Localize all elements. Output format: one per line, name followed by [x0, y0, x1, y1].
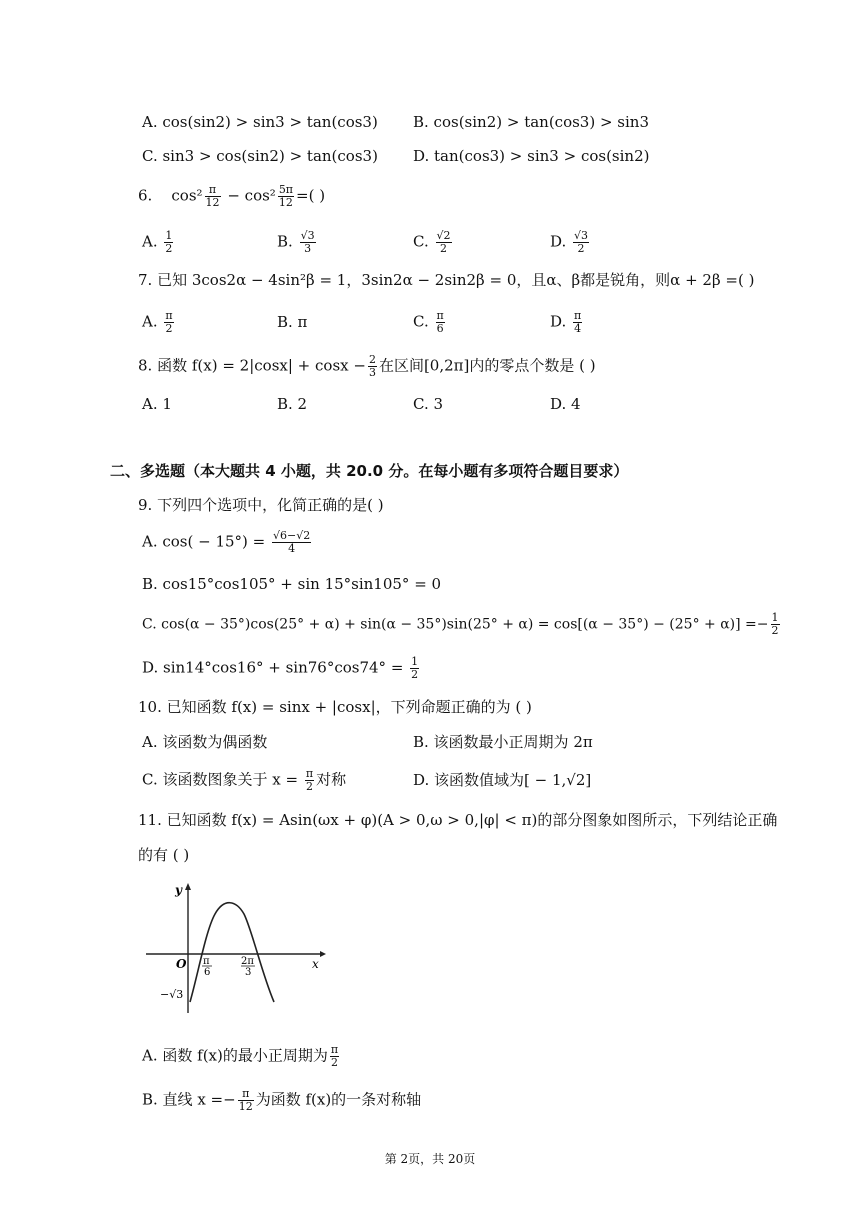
tick-pi-6-den: 6 — [204, 967, 211, 978]
q9-option-c: C. cos(α − 35°)cos(25° + α) + sin(α − 35°)sin(25° + α) = cos[(α − 35°) − (25° + α)] =− $\frac{1}{2}$ — [142, 611, 779, 637]
q7-option-d: D. $\frac{\pi}{4}$ — [550, 309, 582, 335]
q7-option-b: B. π — [277, 313, 308, 331]
section-title-multiple-choice: 二、多选题（本大题共 4 小题，共 20.0 分。在每小题有多项符合题目要求） — [110, 462, 629, 480]
q7-option-a: A. $\frac{\pi}{2}$ — [142, 309, 173, 335]
q8-option-b: B. 2 — [277, 395, 308, 413]
y-axis-arrow — [185, 883, 191, 890]
q6-stem: 6. cos² $\frac{\pi}{12}$ − cos² $\frac{5\pi}{12}$ =( ) — [138, 183, 326, 209]
q11-stem-line2: 的有 ( ) — [138, 846, 190, 864]
q9-option-a: A. cos( − 15°) = $\frac{√6-√2}{4}$ — [142, 529, 311, 555]
y-axis-label: y — [175, 883, 182, 897]
q8-stem: 8. 函数 f(x) = 2|cosx| + cosx − $\frac{2}{3}$ 在区间[0,2π]内的零点个数是 ( ) — [138, 353, 596, 379]
q10-option-c: C. 该函数图象关于 x = $\frac{\pi}{2}$ 对称 — [142, 767, 347, 793]
tick-2pi-3-num: 2π — [241, 956, 254, 967]
q5-option-d: D. tan(cos3) > sin3 > cos(sin2) — [413, 147, 650, 165]
q10-option-b: B. 该函数最小正周期为 2π — [413, 733, 593, 751]
q7-stem: 7. 已知 3cos2α − 4sin²β = 1，3sin2α − 2sin2β = 0，且α、β都是锐角，则α + 2β =( ) — [138, 271, 755, 289]
q6-option-c: C. $\frac{√2}{2}$ — [413, 229, 451, 255]
q9-option-d: D. sin14°cos16° + sin76°cos74° = $\frac{1}{2}$ — [142, 655, 419, 681]
q8-option-d: D. 4 — [550, 395, 581, 413]
origin-label: O — [176, 957, 187, 971]
q10-stem: 10. 已知函数 f(x) = sinx + |cosx|，下列命题正确的为 ( ) — [138, 698, 532, 716]
x-axis-arrow — [320, 951, 326, 957]
x-axis-label: x — [312, 957, 319, 971]
q6-option-d: D. $\frac{√3}{2}$ — [550, 229, 589, 255]
q11-option-b: B. 直线 x =− $\frac{\pi}{12}$ 为函数 f(x)的一条对称轴 — [142, 1087, 422, 1113]
q9-stem: 9. 下列四个选项中，化简正确的是( ) — [138, 496, 384, 514]
q6-option-a: A. $\frac{1}{2}$ — [142, 229, 173, 255]
q7-option-c: C. $\frac{\pi}{6}$ — [413, 309, 444, 335]
q5-option-b: B. cos(sin2) > tan(cos3) > sin3 — [413, 113, 650, 131]
q9-option-b: B. cos15°cos105° + sin 15°sin105° = 0 — [142, 575, 442, 593]
page-footer: 第 2页，共 20页 — [384, 1152, 476, 1166]
q5-option-a: A. cos(sin2) > sin3 > tan(cos3) — [142, 113, 378, 131]
q8-option-c: C. 3 — [413, 395, 444, 413]
q10-option-a: A. 该函数为偶函数 — [142, 733, 268, 751]
y-tick-neg-sqrt3: −√3 — [160, 988, 184, 1001]
q5-option-c: C. sin3 > cos(sin2) > tan(cos3) — [142, 147, 378, 165]
sine-curve — [190, 903, 274, 1002]
q11-stem-line1: 11. 已知函数 f(x) = Asin(ωx + φ)(A > 0,ω > 0,|φ| < π)的部分图象如图所示，下列结论正确 — [138, 811, 778, 829]
sine-graph-figure — [140, 878, 340, 1018]
q8-option-a: A. 1 — [142, 395, 172, 413]
q10-option-d: D. 该函数值域为[ − 1,√2] — [413, 771, 592, 789]
q6-option-b: B. $\frac{√3}{3}$ — [277, 229, 315, 255]
tick-pi-6-num: π — [203, 956, 210, 967]
q11-option-a: A. 函数 f(x)的最小正周期为 $\frac{\pi}{2}$ — [142, 1043, 339, 1069]
tick-2pi-3-den: 3 — [245, 967, 252, 978]
